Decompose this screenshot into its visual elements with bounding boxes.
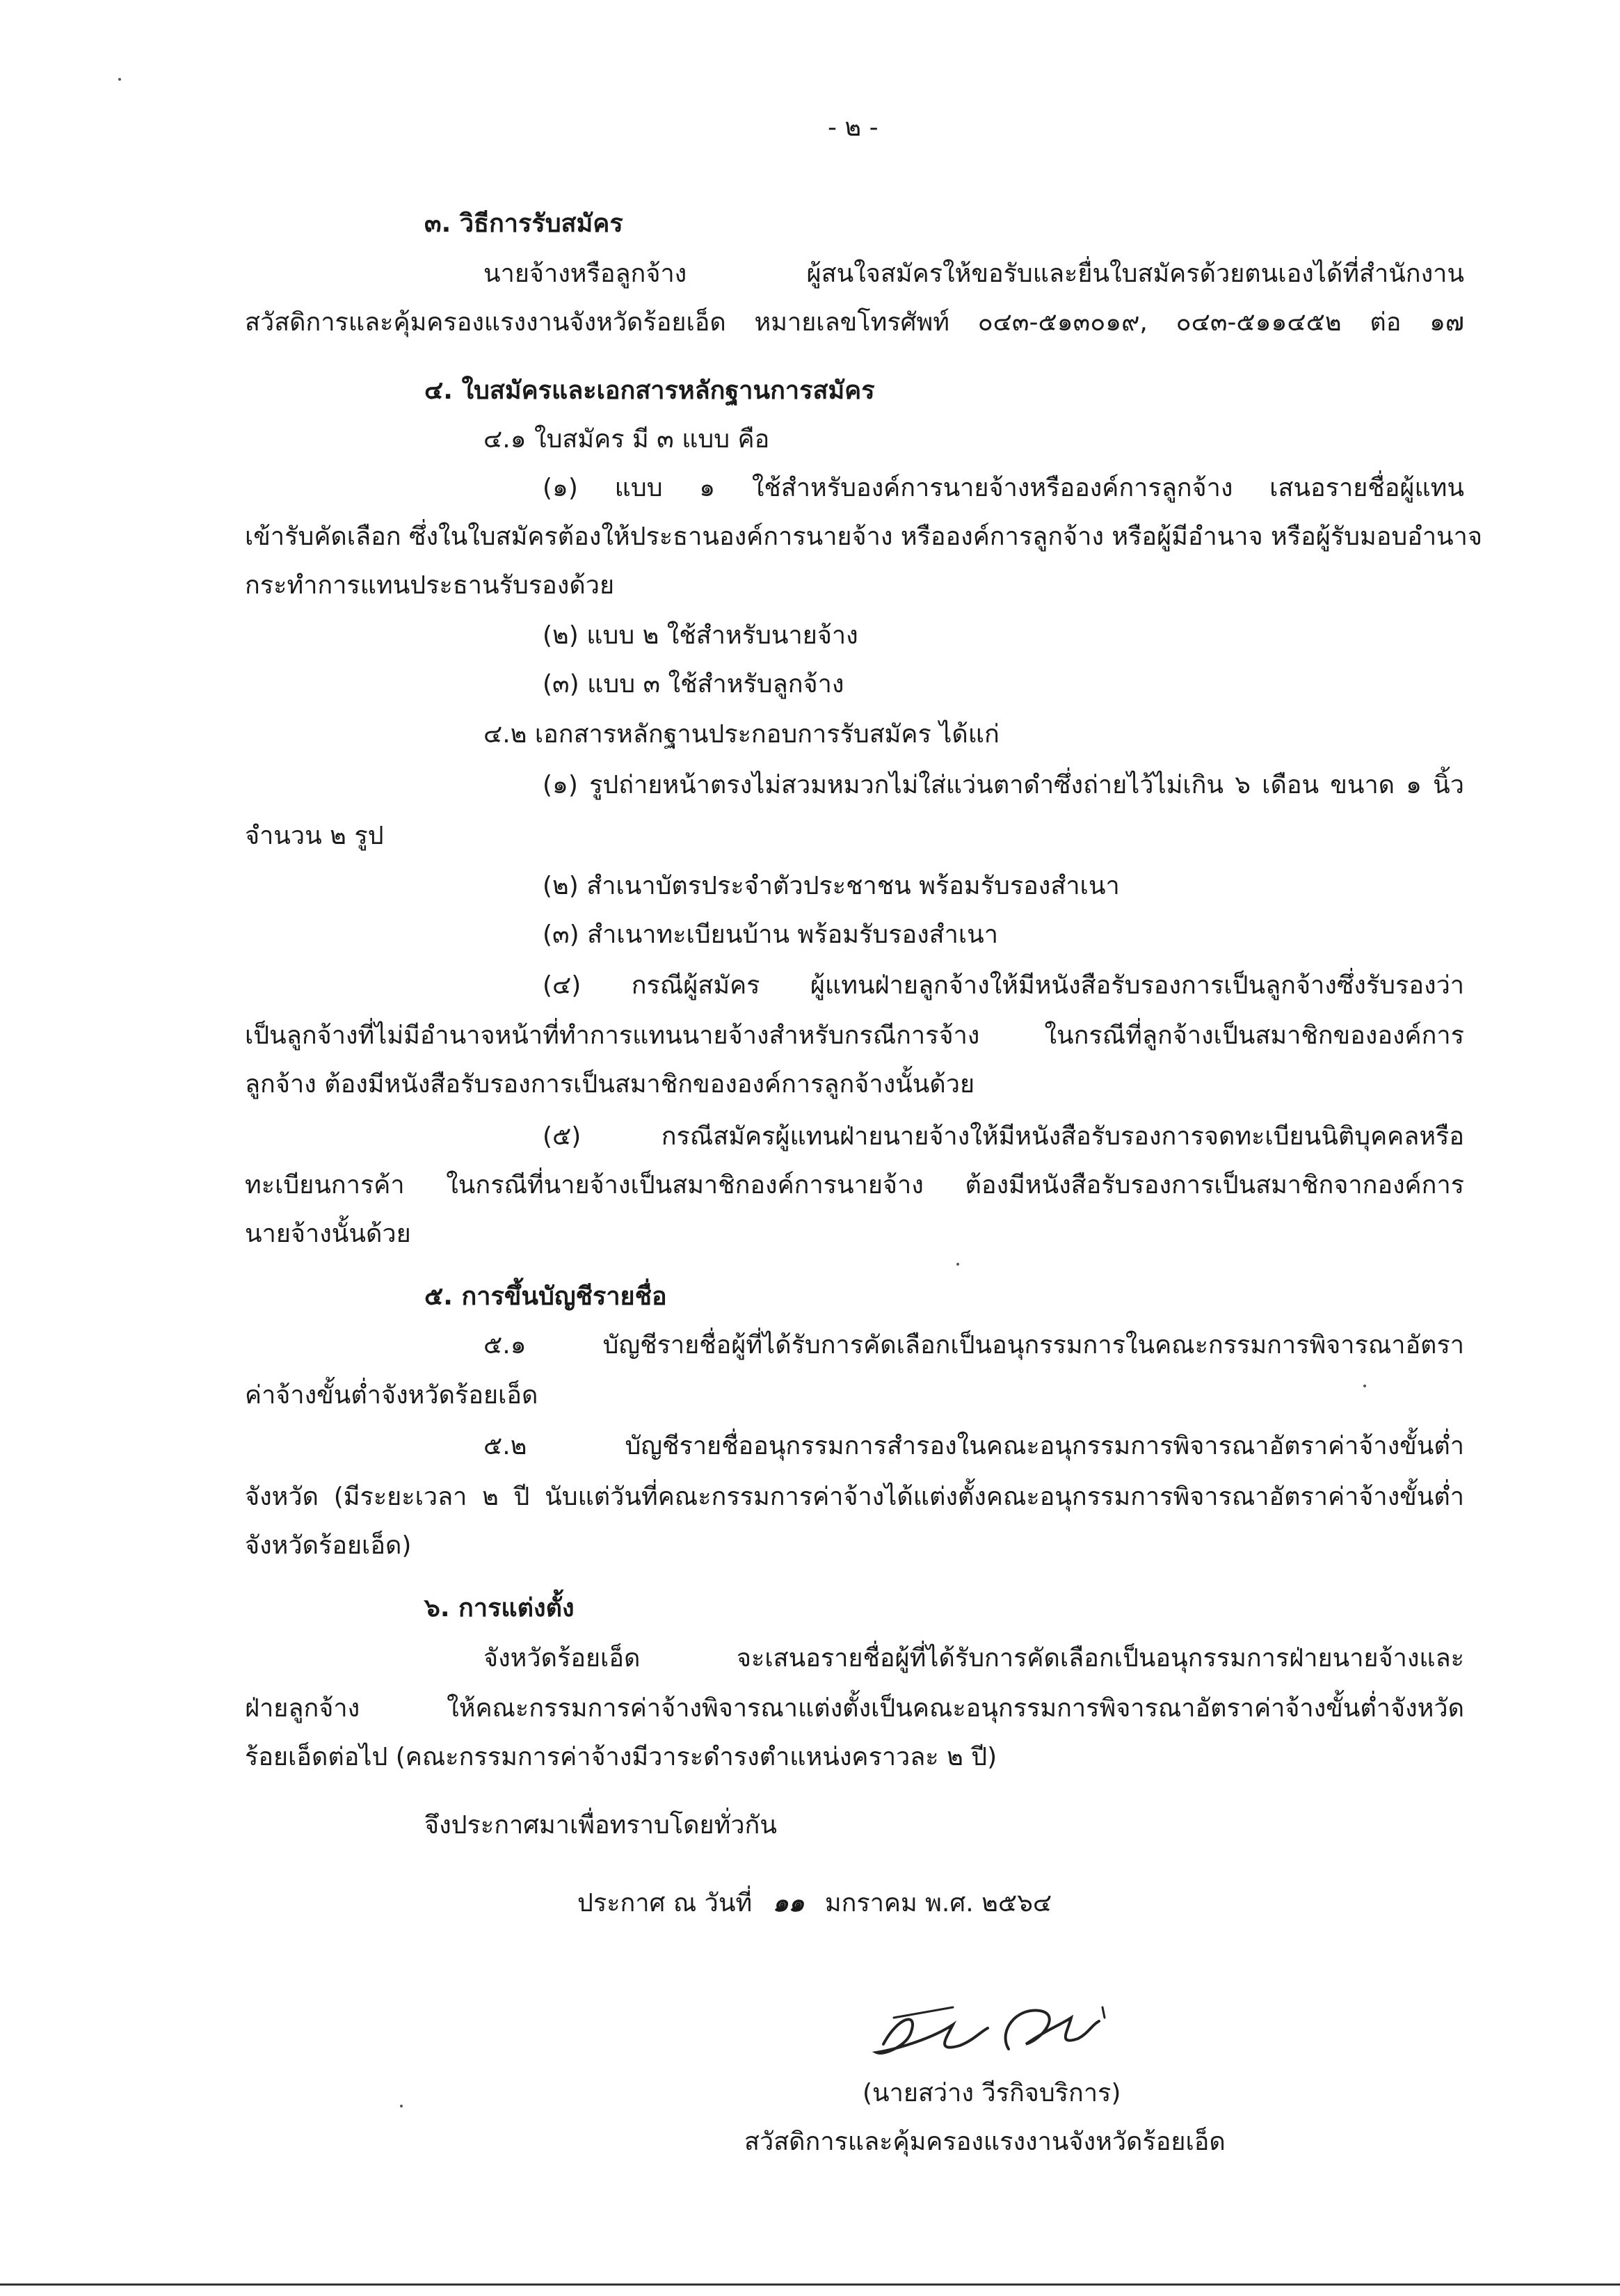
section-4-2-item-5-line-1: (๕) กรณีสมัครผู้แทนฝ่ายนายจ้างให้มีหนังสือรับรองการจดทะเบียนนิติบุคคลหรือ xyxy=(543,1122,1464,1151)
closing-announcement: จึงประกาศมาเพื่อทราบโดยทั่วกัน xyxy=(424,1811,777,1840)
section-3-heading: ๓. วิธีการรับสมัคร xyxy=(424,209,623,238)
date-prefix: ประกาศ ณ วันที่ xyxy=(577,1889,753,1918)
section-5-2-line-2: จังหวัด (มีระยะเวลา ๒ ปี นับแต่วันที่คณะกรรมการค่าจ้างได้แต่งตั้งคณะอนุกรรมการพิจารณาอัตราค่าจ้างขั้นต่ำ xyxy=(245,1483,1464,1511)
section-4-1-heading: ๔.๑ ใบสมัคร มี ๓ แบบ คือ xyxy=(483,425,770,454)
section-3-line-1: นายจ้างหรือลูกจ้าง ผู้สนใจสมัครให้ขอรับและยื่นใบสมัครด้วยตนเองได้ที่สำนักงาน xyxy=(483,260,1464,288)
signature-image xyxy=(869,1990,1120,2066)
section-6-line-3: ร้อยเอ็ดต่อไป (คณะกรรมการค่าจ้างมีวาระดำรงตำแหน่งคราวละ ๒ ปี) xyxy=(245,1743,997,1771)
section-3-line-2: สวัสดิการและคุ้มครองแรงงานจังหวัดร้อยเอ็ด หมายเลขโทรศัพท์ ๐๔๓-๕๑๓๐๑๙, ๐๔๓-๕๑๑๔๕๒ ต่อ ๑๗ xyxy=(245,308,1464,337)
page-number: - ๒ - xyxy=(828,113,879,142)
date-day: ๑๑ xyxy=(772,1889,805,1918)
scan-speck xyxy=(400,2105,403,2107)
section-6-line-2: ฝ่ายลูกจ้าง ให้คณะกรรมการค่าจ้างพิจารณาแต่งตั้งเป็นคณะอนุกรรมการพิจารณาอัตราค่าจ้างขั้นต่ำจังหวัด xyxy=(245,1694,1464,1723)
section-5-2-line-3: จังหวัดร้อยเอ็ด) xyxy=(245,1531,412,1560)
section-5-1-line-2: ค่าจ้างขั้นต่ำจังหวัดร้อยเอ็ด xyxy=(245,1381,538,1410)
section-5-1-line-1: ๕.๑ บัญชีรายชื่อผู้ที่ได้รับการคัดเลือกเป็นอนุกรรมการในคณะกรรมการพิจารณาอัตรา xyxy=(483,1331,1464,1360)
section-6-heading: ๖. การแต่งตั้ง xyxy=(424,1594,575,1623)
date-month-year: มกราคม พ.ศ. ๒๕๖๔ xyxy=(824,1889,1052,1918)
section-4-1-item-1-line-1: (๑) แบบ ๑ ใช้สำหรับองค์การนายจ้างหรือองค์การลูกจ้าง เสนอรายชื่อผู้แทน xyxy=(543,474,1464,502)
section-4-2-item-3: (๓) สำเนาทะเบียนบ้าน พร้อมรับรองสำเนา xyxy=(543,920,998,949)
section-4-1-item-1-line-3: กระทำการแทนประธานรับรองด้วย xyxy=(245,571,615,600)
section-5-2-line-1: ๕.๒ บัญชีรายชื่ออนุกรรมการสำรองในคณะอนุกรรมการพิจารณาอัตราค่าจ้างขั้นต่ำ xyxy=(483,1432,1464,1460)
section-4-2-item-2: (๒) สำเนาบัตรประจำตัวประชาชน พร้อมรับรองสำเนา xyxy=(543,872,1120,900)
section-5-heading: ๕. การขึ้นบัญชีรายชื่อ xyxy=(424,1282,667,1311)
section-4-2-item-4-line-1: (๔) กรณีผู้สมัคร ผู้แทนฝ่ายลูกจ้างให้มีหนังสือรับรองการเป็นลูกจ้างซึ่งรับรองว่า xyxy=(543,971,1464,1000)
scan-speck xyxy=(118,78,121,81)
bottom-edge-line xyxy=(0,2283,1620,2286)
section-6-line-1: จังหวัดร้อยเอ็ด จะเสนอรายชื่อผู้ที่ได้รับการคัดเลือกเป็นอนุกรรมการฝ่ายนายจ้างและ xyxy=(483,1644,1464,1673)
signer-title: สวัสดิการและคุ้มครองแรงงานจังหวัดร้อยเอ็ด xyxy=(744,2128,1226,2156)
section-4-1-item-1-line-2: เข้ารับคัดเลือก ซึ่งในใบสมัครต้องให้ประธานองค์การนายจ้าง หรือองค์การลูกจ้าง หรือผู้มีอำนาจ หรือผู้รับมอบอำนาจ xyxy=(245,523,1482,551)
section-4-2-item-1-line-2: จำนวน ๒ รูป xyxy=(245,822,384,850)
scan-speck xyxy=(956,1263,959,1266)
section-4-1-item-3: (๓) แบบ ๓ ใช้สำหรับลูกจ้าง xyxy=(543,670,844,699)
section-4-heading: ๔. ใบสมัครและเอกสารหลักฐานการสมัคร xyxy=(424,376,875,405)
section-4-2-item-5-line-2: ทะเบียนการค้า ในกรณีที่นายจ้างเป็นสมาชิกองค์การนายจ้าง ต้องมีหนังสือรับรองการเป็นสมาชิกจากองค์การ xyxy=(245,1171,1464,1199)
section-4-2-item-4-line-3: ลูกจ้าง ต้องมีหนังสือรับรองการเป็นสมาชิกขององค์การลูกจ้างนั้นด้วย xyxy=(245,1070,975,1099)
scan-speck xyxy=(1363,1385,1366,1387)
signer-name: (นายสว่าง วีรกิจบริการ) xyxy=(863,2079,1121,2107)
section-4-2-item-1-line-1: (๑) รูปถ่ายหน้าตรงไม่สวมหมวกไม่ใส่แว่นตาดำซึ่งถ่ายไว้ไม่เกิน ๖ เดือน ขนาด ๑ นิ้ว xyxy=(543,771,1464,799)
section-4-2-item-4-line-2: เป็นลูกจ้างที่ไม่มีอำนาจหน้าที่ทำการแทนนายจ้างสำหรับกรณีการจ้าง ในกรณีที่ลูกจ้างเป็นสมาชิกขององค์การ xyxy=(245,1021,1464,1050)
section-4-1-item-2: (๒) แบบ ๒ ใช้สำหรับนายจ้าง xyxy=(543,621,858,650)
announcement-date xyxy=(577,1887,1052,1920)
section-4-2-item-5-line-3: นายจ้างนั้นด้วย xyxy=(245,1220,411,1248)
section-4-2-heading: ๔.๒ เอกสารหลักฐานประกอบการรับสมัคร ได้แก่ xyxy=(483,720,1000,749)
